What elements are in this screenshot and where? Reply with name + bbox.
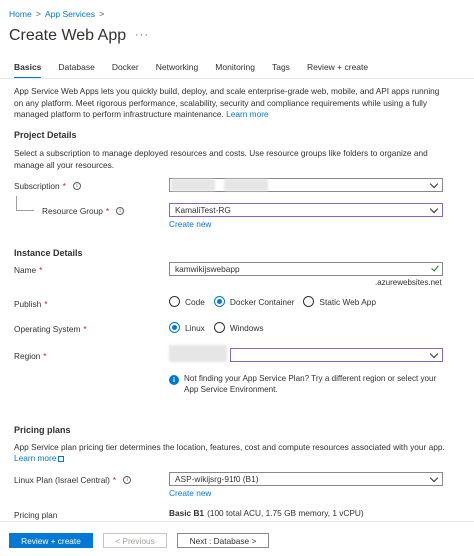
tree-connector <box>16 196 17 210</box>
publish-option-static-web-app[interactable] <box>303 296 376 307</box>
radio-button-selected[interactable] <box>169 322 180 333</box>
intro-description: App Service Web Apps lets you quickly build, deploy, and scale enterprise-grade web, mobile, and API apps running on any platform. Meet rigorous performance, scalability, security and compliance requirements while using a fully managed platform to perform infrastructure maintenance. <box>14 86 440 119</box>
resource-group-value: KamaliTest-RG <box>175 205 231 215</box>
info-icon[interactable]: i <box>73 182 81 190</box>
subscription-label <box>14 181 81 191</box>
tab-bar <box>14 62 385 77</box>
required-marker: * <box>105 206 110 216</box>
radio-button-selected[interactable] <box>214 296 225 307</box>
required-marker: * <box>62 181 66 191</box>
intro-text <box>14 86 450 121</box>
pricing-learn-more <box>14 453 64 465</box>
tab-monitoring[interactable]: Monitoring <box>215 62 255 72</box>
info-icon[interactable]: i <box>116 207 124 215</box>
checkmark-icon <box>431 264 439 272</box>
pricing-learn-more-link[interactable]: Learn more <box>14 453 57 463</box>
chevron-down-icon <box>430 474 438 482</box>
app-service-plan-notice <box>169 374 449 395</box>
pricing-plan-detail: (100 total ACU, 1.75 GB memory, 1 vCPU) <box>207 508 364 518</box>
operating-system-label <box>14 324 87 334</box>
tab-basics[interactable]: Basics <box>14 62 41 77</box>
tab-networking[interactable]: Networking <box>155 62 199 72</box>
resource-group-label-text: Resource Group <box>42 206 103 216</box>
intro-learn-more-link[interactable]: Learn more <box>226 109 269 119</box>
pricing-plans-heading: Pricing plans <box>14 425 71 435</box>
instance-details-heading: Instance Details <box>14 248 83 258</box>
tab-docker[interactable]: Docker <box>111 62 139 72</box>
chevron-down-icon <box>430 350 438 358</box>
subscription-value-redacted <box>171 179 215 191</box>
radio-button[interactable] <box>169 296 180 307</box>
required-marker: * <box>83 324 87 334</box>
required-marker: * <box>112 475 117 485</box>
radio-label: Code <box>185 296 205 307</box>
resource-group-label <box>42 206 124 216</box>
subscription-value-redacted <box>224 179 268 191</box>
notice-text: Not finding your App Service Plan? Try a different region or select your App Service Environment. <box>184 374 437 394</box>
tree-connector <box>16 210 34 211</box>
publish-label <box>14 299 47 309</box>
review-create-button[interactable]: Review + create <box>9 533 93 548</box>
name-input[interactable] <box>169 262 443 276</box>
tab-tags[interactable]: Tags <box>271 62 290 72</box>
subscription-label-text: Subscription <box>14 181 60 191</box>
chevron-down-icon <box>430 180 438 188</box>
required-marker: * <box>43 351 47 361</box>
region-value-redacted <box>169 345 227 362</box>
pricing-plans-description <box>14 442 454 454</box>
tab-review-create[interactable]: Review + create <box>306 62 369 72</box>
operating-system-radio-group <box>169 322 273 333</box>
linux-plan-label <box>14 475 131 485</box>
info-icon[interactable]: i <box>123 476 131 484</box>
pricing-plan-tier: Basic B1 <box>169 508 205 518</box>
tab-divider <box>0 78 474 79</box>
publish-label-text: Publish <box>14 299 42 309</box>
operating-system-label-text: Operating System <box>14 324 81 334</box>
publish-option-docker-container[interactable] <box>214 296 295 307</box>
pricing-plan-value <box>169 508 364 518</box>
breadcrumb-separator: > <box>99 9 105 19</box>
footer-bar <box>0 521 474 556</box>
name-label <box>14 265 42 275</box>
create-new-resource-group-link[interactable]: Create new <box>169 219 212 229</box>
publish-option-code[interactable] <box>169 296 205 307</box>
region-label-text: Region <box>14 351 41 361</box>
radio-label: Docker Container <box>229 296 295 307</box>
radio-label: Static Web App <box>319 296 376 307</box>
pricing-plan-label: Pricing plan <box>14 510 58 520</box>
region-label <box>14 351 47 361</box>
create-new-plan-link[interactable]: Create new <box>169 488 212 498</box>
radio-button[interactable] <box>303 296 314 307</box>
pricing-description-text: App Service plan pricing tier determines the location, features, cost and compute resources associated with your app. <box>14 442 445 452</box>
page-title: Create Web App <box>9 27 127 44</box>
os-option-windows[interactable] <box>214 322 264 333</box>
chevron-down-icon <box>430 205 438 213</box>
name-label-text: Name <box>14 265 37 275</box>
region-select[interactable] <box>230 348 443 362</box>
resource-group-select[interactable] <box>169 203 443 217</box>
external-link-icon <box>58 456 64 462</box>
previous-button[interactable]: < Previous <box>103 533 167 548</box>
project-details-description: Select a subscription to manage deployed resources and costs. Use resource groups like folders to organize and manage all your resources. <box>14 148 428 170</box>
linux-plan-label-text: Linux Plan (Israel Central) <box>14 475 110 485</box>
next-database-button[interactable]: Next : Database > <box>177 533 269 548</box>
radio-label: Windows <box>229 322 264 333</box>
linux-plan-value: ASP-wikijsrg-91f0 (B1) <box>175 474 259 484</box>
name-input-value: kamwikijswebapp <box>175 264 240 274</box>
linux-plan-select[interactable] <box>169 472 443 486</box>
project-details-heading: Project Details <box>14 130 77 140</box>
more-options-button[interactable]: ··· <box>135 29 149 41</box>
radio-label: Linux <box>185 322 205 333</box>
name-domain-suffix: .azurewebsites.net <box>375 278 442 287</box>
breadcrumb-app-services[interactable]: App Services <box>44 9 96 19</box>
required-marker: * <box>44 299 48 309</box>
radio-button[interactable] <box>214 322 225 333</box>
os-option-linux[interactable] <box>169 322 205 333</box>
tab-database[interactable]: Database <box>58 62 95 72</box>
breadcrumb-separator: > <box>35 9 41 19</box>
info-icon: i <box>169 375 179 385</box>
required-marker: * <box>39 265 43 275</box>
breadcrumb <box>9 9 104 19</box>
breadcrumb-home[interactable]: Home <box>9 9 32 19</box>
publish-radio-group <box>169 296 385 307</box>
